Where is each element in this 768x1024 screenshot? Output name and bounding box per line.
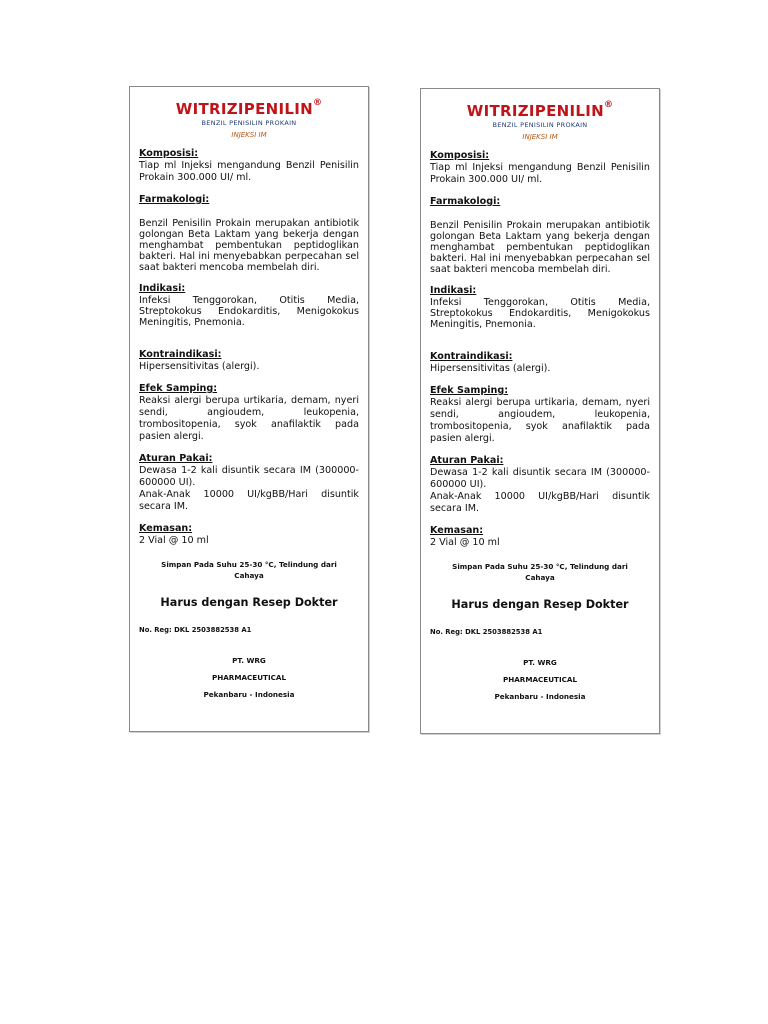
kontraindikasi-heading: Kontraindikasi: xyxy=(430,351,513,362)
registration-number: No. Reg: DKL 2503882538 A1 xyxy=(430,628,543,636)
drug-label-left xyxy=(129,86,369,732)
brand-name: WITRIZIPENILIN® xyxy=(175,98,323,118)
kontraindikasi-heading: Kontraindikasi: xyxy=(139,349,222,360)
company-division: PHARMACEUTICAL xyxy=(502,675,578,684)
registration-number: No. Reg: DKL 2503882538 A1 xyxy=(139,626,252,634)
registered-mark: ® xyxy=(312,98,323,108)
aturan-pakai-heading: Aturan Pakai: xyxy=(139,453,213,464)
company-name: PT. WRG xyxy=(232,656,266,665)
storage-instructions: Simpan Pada Suhu 25-30 °C, Telindung dari Cahaya xyxy=(452,562,628,582)
efek-samping-heading: Efek Samping: xyxy=(139,383,218,394)
company-division: PHARMACEUTICAL xyxy=(211,673,287,682)
aturan-pakai-text-child: Anak-Anak 10000 UI/kgBB/Hari disuntik secara IM. xyxy=(430,491,650,514)
company-name: PT. WRG xyxy=(523,658,557,667)
efek-samping-text: Reaksi alergi berupa urtikaria, demam, nyeri sendi, angioudem, leukopenia, trombositopenia, syok anafilaktik pada pasien alergi. xyxy=(430,397,650,444)
farmakologi-text: Benzil Penisilin Prokain merupakan antibiotik golongan Beta Laktam yang bekerja dengan menghambat pembentukan peptidoglikan bakteri. Hal ini menyebabkan perpecahan sel saat bakteri mencoba membelah diri. xyxy=(139,218,359,273)
efek-samping-heading: Efek Samping: xyxy=(430,385,509,396)
route-of-administration: INJEKSI IM xyxy=(522,133,558,141)
indikasi-heading: Indikasi: xyxy=(430,285,477,296)
kontraindikasi-text: Hipersensitivitas (alergi). xyxy=(139,361,260,372)
farmakologi-text: Benzil Penisilin Prokain merupakan antibiotik golongan Beta Laktam yang bekerja dengan menghambat pembentukan peptidoglikan bakteri. Hal ini menyebabkan perpecahan sel saat bakteri mencoba membelah diri. xyxy=(430,220,650,275)
kemasan-text: 2 Vial @ 10 ml xyxy=(139,535,209,546)
aturan-pakai-text-adult: Dewasa 1-2 kali disuntik secara IM (300000-600000 UI). xyxy=(139,465,359,488)
kemasan-text: 2 Vial @ 10 ml xyxy=(430,537,500,548)
route-of-administration: INJEKSI IM xyxy=(231,131,267,139)
drug-label-right xyxy=(420,88,660,734)
manufacturer xyxy=(139,652,359,703)
komposisi-heading: Komposisi: xyxy=(430,150,490,161)
indikasi-heading: Indikasi: xyxy=(139,283,186,294)
komposisi-heading: Komposisi: xyxy=(139,148,199,159)
registered-mark: ® xyxy=(603,100,614,110)
aturan-pakai-text-adult: Dewasa 1-2 kali disuntik secara IM (300000-600000 UI). xyxy=(430,467,650,490)
farmakologi-heading: Farmakologi: xyxy=(139,194,210,205)
kontraindikasi-text: Hipersensitivitas (alergi). xyxy=(430,363,551,374)
kemasan-heading: Kemasan: xyxy=(430,525,484,536)
company-location: Pekanbaru - Indonesia xyxy=(494,692,586,701)
generic-name: BENZIL PENISILIN PROKAIN xyxy=(492,121,588,129)
indikasi-text: Infeksi Tenggorokan, Otitis Media, Streptokokus Endokarditis, Menigokokus Meningitis, Pnemonia. xyxy=(139,295,359,328)
prescription-notice: Harus dengan Resep Dokter xyxy=(160,596,338,609)
storage-instructions: Simpan Pada Suhu 25-30 °C, Telindung dari Cahaya xyxy=(161,560,337,580)
komposisi-text: Tiap ml Injeksi mengandung Benzil Penisilin Prokain 300.000 UI/ ml. xyxy=(430,162,650,185)
manufacturer xyxy=(430,654,650,705)
efek-samping-text: Reaksi alergi berupa urtikaria, demam, nyeri sendi, angioudem, leukopenia, trombositopenia, syok anafilaktik pada pasien alergi. xyxy=(139,395,359,442)
aturan-pakai-text-child: Anak-Anak 10000 UI/kgBB/Hari disuntik secara IM. xyxy=(139,489,359,512)
generic-name: BENZIL PENISILIN PROKAIN xyxy=(201,119,297,127)
company-location: Pekanbaru - Indonesia xyxy=(203,690,295,699)
brand-name: WITRIZIPENILIN® xyxy=(466,100,614,120)
indikasi-text: Infeksi Tenggorokan, Otitis Media, Streptokokus Endokarditis, Menigokokus Meningitis, Pnemonia. xyxy=(430,297,650,330)
komposisi-text: Tiap ml Injeksi mengandung Benzil Penisilin Prokain 300.000 UI/ ml. xyxy=(139,160,359,183)
aturan-pakai-heading: Aturan Pakai: xyxy=(430,455,504,466)
farmakologi-heading: Farmakologi: xyxy=(430,196,501,207)
kemasan-heading: Kemasan: xyxy=(139,523,193,534)
prescription-notice: Harus dengan Resep Dokter xyxy=(451,598,629,611)
